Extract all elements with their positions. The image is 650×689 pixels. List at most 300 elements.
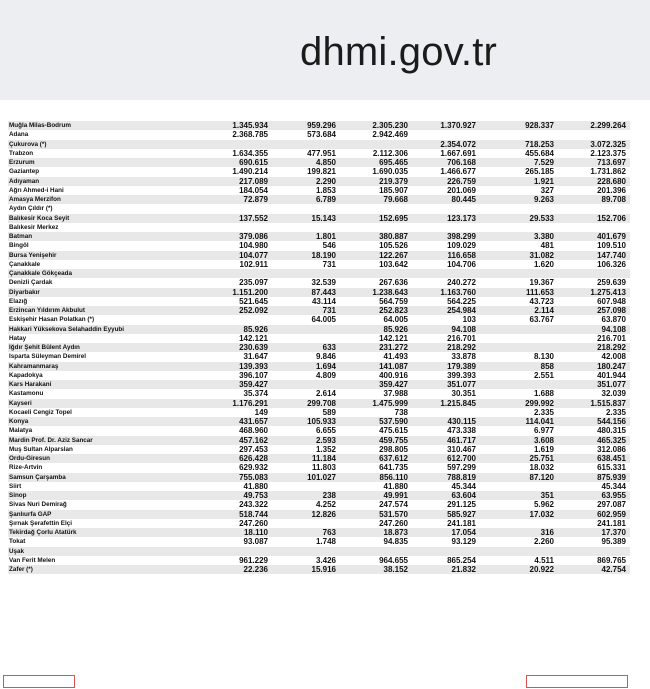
value-cell: 101.027: [272, 473, 340, 482]
value-cell: 235.097: [204, 278, 272, 287]
value-cell: 964.655: [340, 556, 412, 565]
value-cell: 25.751: [480, 454, 558, 463]
value-cell: 43.723: [480, 297, 558, 306]
site-header: [0, 0, 650, 100]
value-cell: 875.939: [558, 473, 630, 482]
table-row: [8, 519, 630, 528]
value-cell: 457.162: [204, 436, 272, 445]
value-cell: [480, 204, 558, 213]
airport-name-cell: Sivas Nuri Demirağ: [8, 500, 204, 509]
value-cell: [340, 547, 412, 556]
value-cell: [340, 140, 412, 149]
value-cell: 380.887: [340, 232, 412, 241]
value-cell: 1.163.760: [412, 288, 480, 297]
value-cell: 755.083: [204, 473, 272, 482]
value-cell: 41.880: [204, 482, 272, 491]
value-cell: 1.238.643: [340, 288, 412, 297]
value-cell: 109.029: [412, 241, 480, 250]
value-cell: 3.380: [480, 232, 558, 241]
value-cell: 104.980: [204, 241, 272, 250]
value-cell: 1.667.691: [412, 149, 480, 158]
value-cell: 114.041: [480, 417, 558, 426]
value-cell: 201.396: [558, 186, 630, 195]
value-cell: 19.367: [480, 278, 558, 287]
value-cell: 45.344: [558, 482, 630, 491]
site-domain-title: dhmi.gov.tr: [300, 30, 498, 74]
value-cell: 219.379: [340, 177, 412, 186]
airport-name-cell: Şırnak Şerafettin Elçi: [8, 519, 204, 528]
table-row: [8, 325, 630, 334]
airport-name-cell: Tekirdağ Çorlu Atatürk: [8, 528, 204, 537]
value-cell: 788.819: [412, 473, 480, 482]
highlight-box-zafer-label: [3, 675, 75, 688]
value-cell: 4.511: [480, 556, 558, 565]
value-cell: 396.107: [204, 371, 272, 380]
table-row: [8, 343, 630, 352]
value-cell: 641.735: [340, 463, 412, 472]
value-cell: 179.389: [412, 362, 480, 371]
value-cell: 637.612: [340, 454, 412, 463]
airport-name-cell: Malatya: [8, 426, 204, 435]
table-row: [8, 473, 630, 482]
value-cell: 298.805: [340, 445, 412, 454]
value-cell: 629.932: [204, 463, 272, 472]
value-cell: 731: [272, 306, 340, 315]
value-cell: 431.657: [204, 417, 272, 426]
airport-name-cell: Erzincan Yıldırım Akbulut: [8, 306, 204, 315]
value-cell: 961.229: [204, 556, 272, 565]
value-cell: 149: [204, 408, 272, 417]
airport-name-cell: Ordu-Giresun: [8, 454, 204, 463]
value-cell: 299.992: [480, 399, 558, 408]
value-cell: 564.759: [340, 297, 412, 306]
value-cell: 184.054: [204, 186, 272, 195]
value-cell: 12.826: [272, 510, 340, 519]
value-cell: 49.753: [204, 491, 272, 500]
value-cell: 2.260: [480, 537, 558, 546]
value-cell: 230.639: [204, 343, 272, 352]
value-cell: 2.335: [558, 408, 630, 417]
table-row: [8, 278, 630, 287]
table-row: [8, 537, 630, 546]
page-right-margin: [630, 121, 650, 689]
value-cell: 8.130: [480, 352, 558, 361]
value-cell: 612.700: [412, 454, 480, 463]
table-row: [8, 288, 630, 297]
value-cell: 2.368.785: [204, 130, 272, 139]
table-row: [8, 149, 630, 158]
value-cell: 1.694: [272, 362, 340, 371]
value-cell: 2.305.230: [340, 121, 412, 130]
value-cell: 2.593: [272, 436, 340, 445]
table-row: [8, 260, 630, 269]
value-cell: 9.263: [480, 195, 558, 204]
value-cell: 123.173: [412, 214, 480, 223]
table-row: [8, 223, 630, 232]
value-cell: [272, 325, 340, 334]
value-cell: 42.008: [558, 352, 630, 361]
airport-name-cell: Hatay: [8, 334, 204, 343]
value-cell: 928.337: [480, 121, 558, 130]
airport-name-cell: Denizli Çardak: [8, 278, 204, 287]
value-cell: 247.574: [340, 500, 412, 509]
value-cell: 1.634.355: [204, 149, 272, 158]
value-cell: [412, 408, 480, 417]
value-cell: 626.428: [204, 454, 272, 463]
value-cell: 102.911: [204, 260, 272, 269]
value-cell: 1.151.200: [204, 288, 272, 297]
value-cell: 6.977: [480, 426, 558, 435]
value-cell: 247.260: [340, 519, 412, 528]
value-cell: 1.619: [480, 445, 558, 454]
value-cell: [558, 130, 630, 139]
value-cell: 94.108: [558, 325, 630, 334]
airport-name-cell: Mardin Prof. Dr. Aziz Sancar: [8, 436, 204, 445]
airport-name-cell: Kastamonu: [8, 389, 204, 398]
table-row: [8, 445, 630, 454]
table-row: [8, 352, 630, 361]
table-row: [8, 315, 630, 324]
value-cell: 1.176.291: [204, 399, 272, 408]
value-cell: [272, 482, 340, 491]
value-cell: 49.991: [340, 491, 412, 500]
airport-name-cell: Ağrı Ahmed-i Hani: [8, 186, 204, 195]
airport-name-cell: Çukurova (*): [8, 140, 204, 149]
airport-name-cell: Batman: [8, 232, 204, 241]
value-cell: 141.087: [340, 362, 412, 371]
value-cell: 216.701: [558, 334, 630, 343]
airport-name-cell: Kayseri: [8, 399, 204, 408]
value-cell: 1.275.413: [558, 288, 630, 297]
value-cell: 30.351: [412, 389, 480, 398]
value-cell: 430.115: [412, 417, 480, 426]
value-cell: 37.988: [340, 389, 412, 398]
airport-name-cell: Erzurum: [8, 158, 204, 167]
value-cell: 2.551: [480, 371, 558, 380]
value-cell: 690.615: [204, 158, 272, 167]
table-row: [8, 195, 630, 204]
value-cell: 142.121: [204, 334, 272, 343]
value-cell: 116.658: [412, 251, 480, 260]
value-cell: 85.926: [340, 325, 412, 334]
value-cell: 85.926: [204, 325, 272, 334]
value-cell: 199.821: [272, 167, 340, 176]
table-row: [8, 482, 630, 491]
value-cell: 103.642: [340, 260, 412, 269]
value-cell: 379.086: [204, 232, 272, 241]
table-row: [8, 528, 630, 537]
value-cell: 473.338: [412, 426, 480, 435]
value-cell: 2.123.375: [558, 149, 630, 158]
airport-name-cell: Şanlıurfa GAP: [8, 510, 204, 519]
value-cell: 459.755: [340, 436, 412, 445]
value-cell: 17.370: [558, 528, 630, 537]
airport-name-cell: Kars Harakani: [8, 380, 204, 389]
value-cell: 461.717: [412, 436, 480, 445]
value-cell: 104.706: [412, 260, 480, 269]
value-cell: [480, 130, 558, 139]
table-row: [8, 232, 630, 241]
value-cell: 1.466.677: [412, 167, 480, 176]
value-cell: 6.789: [272, 195, 340, 204]
highlight-box-zafer-total: [526, 675, 628, 688]
value-cell: [558, 269, 630, 278]
value-cell: 104.077: [204, 251, 272, 260]
value-cell: 1.921: [480, 177, 558, 186]
value-cell: 1.748: [272, 537, 340, 546]
value-cell: 310.467: [412, 445, 480, 454]
value-cell: 1.731.862: [558, 167, 630, 176]
value-cell: 1.515.837: [558, 399, 630, 408]
airport-name-cell: Iğdır Şehit Bülent Aydın: [8, 343, 204, 352]
airport-name-cell: Elazığ: [8, 297, 204, 306]
table-row: [8, 399, 630, 408]
airport-name-cell: Rize-Artvin: [8, 463, 204, 472]
value-cell: 137.552: [204, 214, 272, 223]
value-cell: 5.962: [480, 500, 558, 509]
value-cell: 31.647: [204, 352, 272, 361]
value-cell: [272, 204, 340, 213]
value-cell: [480, 343, 558, 352]
value-cell: 763: [272, 528, 340, 537]
value-cell: 2.614: [272, 389, 340, 398]
value-cell: 480.315: [558, 426, 630, 435]
value-cell: [204, 204, 272, 213]
value-cell: 638.451: [558, 454, 630, 463]
value-cell: 738: [340, 408, 412, 417]
value-cell: 45.344: [412, 482, 480, 491]
value-cell: 254.984: [412, 306, 480, 315]
table-row: [8, 158, 630, 167]
airport-name-cell: Adana: [8, 130, 204, 139]
value-cell: [480, 223, 558, 232]
value-cell: 468.960: [204, 426, 272, 435]
value-cell: 31.082: [480, 251, 558, 260]
value-cell: 152.706: [558, 214, 630, 223]
table-row: [8, 130, 630, 139]
value-cell: 4.252: [272, 500, 340, 509]
value-cell: 231.272: [340, 343, 412, 352]
value-cell: 1.475.999: [340, 399, 412, 408]
airport-name-cell: Muş Sultan Alparslan: [8, 445, 204, 454]
value-cell: 399.393: [412, 371, 480, 380]
value-cell: 2.114: [480, 306, 558, 315]
table-row: [8, 500, 630, 509]
value-cell: 602.959: [558, 510, 630, 519]
airport-name-cell: Bursa Yenişehir: [8, 251, 204, 260]
value-cell: 4.809: [272, 371, 340, 380]
value-cell: 521.645: [204, 297, 272, 306]
value-cell: 32.039: [558, 389, 630, 398]
value-cell: [204, 223, 272, 232]
value-cell: 64.005: [340, 315, 412, 324]
value-cell: 218.292: [558, 343, 630, 352]
value-cell: 241.181: [412, 519, 480, 528]
value-cell: 22.236: [204, 565, 272, 574]
value-cell: 15.143: [272, 214, 340, 223]
value-cell: 3.608: [480, 436, 558, 445]
value-cell: 546: [272, 241, 340, 250]
value-cell: 252.823: [340, 306, 412, 315]
airport-name-cell: Diyarbakır: [8, 288, 204, 297]
airport-name-cell: Kocaeli Cengiz Topel: [8, 408, 204, 417]
value-cell: 41.880: [340, 482, 412, 491]
airport-name-cell: Siirt: [8, 482, 204, 491]
value-cell: 17.054: [412, 528, 480, 537]
value-cell: 35.374: [204, 389, 272, 398]
value-cell: 359.427: [204, 380, 272, 389]
value-cell: 241.181: [558, 519, 630, 528]
airport-passenger-table: [8, 121, 630, 574]
value-cell: 731: [272, 260, 340, 269]
airport-name-cell: Balıkesir Merkez: [8, 223, 204, 232]
value-cell: 351.077: [558, 380, 630, 389]
value-cell: 585.927: [412, 510, 480, 519]
value-cell: 43.114: [272, 297, 340, 306]
value-cell: 243.322: [204, 500, 272, 509]
value-cell: 564.225: [412, 297, 480, 306]
airport-name-cell: Tokat: [8, 537, 204, 546]
value-cell: 20.922: [480, 565, 558, 574]
value-cell: 152.695: [340, 214, 412, 223]
value-cell: 11.184: [272, 454, 340, 463]
value-cell: 597.299: [412, 463, 480, 472]
value-cell: 1.215.845: [412, 399, 480, 408]
value-cell: 257.098: [558, 306, 630, 315]
value-cell: 142.121: [340, 334, 412, 343]
value-cell: 401.944: [558, 371, 630, 380]
value-cell: 87.120: [480, 473, 558, 482]
value-cell: 105.526: [340, 241, 412, 250]
value-cell: [204, 315, 272, 324]
value-cell: 226.759: [412, 177, 480, 186]
value-cell: [272, 547, 340, 556]
value-cell: 247.260: [204, 519, 272, 528]
table-row: [8, 565, 630, 574]
value-cell: 87.443: [272, 288, 340, 297]
value-cell: [480, 482, 558, 491]
value-cell: 111.653: [480, 288, 558, 297]
value-cell: [272, 140, 340, 149]
table-row: [8, 251, 630, 260]
value-cell: 2.290: [272, 177, 340, 186]
value-cell: 531.570: [340, 510, 412, 519]
value-cell: [204, 269, 272, 278]
table-row: [8, 454, 630, 463]
value-cell: [412, 204, 480, 213]
value-cell: 217.089: [204, 177, 272, 186]
value-cell: 544.156: [558, 417, 630, 426]
value-cell: [558, 223, 630, 232]
value-cell: 1.490.214: [204, 167, 272, 176]
value-cell: 477.951: [272, 149, 340, 158]
value-cell: 713.697: [558, 158, 630, 167]
value-cell: [272, 334, 340, 343]
value-cell: [412, 547, 480, 556]
table-row: [8, 121, 630, 130]
airport-name-cell: Çanakkale: [8, 260, 204, 269]
table-row: [8, 140, 630, 149]
value-cell: 218.292: [412, 343, 480, 352]
value-cell: 481: [480, 241, 558, 250]
airport-name-cell: Eskişehir Hasan Polatkan (*): [8, 315, 204, 324]
value-cell: 3.072.325: [558, 140, 630, 149]
value-cell: 475.615: [340, 426, 412, 435]
value-cell: 1.352: [272, 445, 340, 454]
airport-name-cell: Amasya Merzifon: [8, 195, 204, 204]
value-cell: [204, 140, 272, 149]
value-cell: 38.152: [340, 565, 412, 574]
value-cell: 32.539: [272, 278, 340, 287]
value-cell: [340, 269, 412, 278]
value-cell: 228.680: [558, 177, 630, 186]
table-row: [8, 204, 630, 213]
airport-name-cell: Hakkari Yüksekova Selahaddin Eyyubi: [8, 325, 204, 334]
airport-name-cell: Bingöl: [8, 241, 204, 250]
airport-name-cell: Kahramanmaraş: [8, 362, 204, 371]
airport-name-cell: Adıyaman: [8, 177, 204, 186]
airport-name-cell: Gaziantep: [8, 167, 204, 176]
airport-name-cell: Sinop: [8, 491, 204, 500]
value-cell: 316: [480, 528, 558, 537]
value-cell: 18.110: [204, 528, 272, 537]
value-cell: 252.092: [204, 306, 272, 315]
value-cell: 4.850: [272, 158, 340, 167]
value-cell: 1.620: [480, 260, 558, 269]
value-cell: 1.370.927: [412, 121, 480, 130]
table-row: [8, 380, 630, 389]
value-cell: 7.529: [480, 158, 558, 167]
table-row: [8, 426, 630, 435]
value-cell: 865.254: [412, 556, 480, 565]
table-row: [8, 167, 630, 176]
value-cell: 41.493: [340, 352, 412, 361]
value-cell: 63.870: [558, 315, 630, 324]
value-cell: 216.701: [412, 334, 480, 343]
table-row: [8, 547, 630, 556]
value-cell: 18.032: [480, 463, 558, 472]
value-cell: 297.087: [558, 500, 630, 509]
value-cell: 2.942.469: [340, 130, 412, 139]
value-cell: 21.832: [412, 565, 480, 574]
value-cell: 6.655: [272, 426, 340, 435]
value-cell: 240.272: [412, 278, 480, 287]
airport-name-cell: Isparta Süleyman Demirel: [8, 352, 204, 361]
value-cell: 959.296: [272, 121, 340, 130]
value-cell: [558, 204, 630, 213]
value-cell: [480, 334, 558, 343]
table-row: [8, 177, 630, 186]
table-row: [8, 241, 630, 250]
value-cell: 94.108: [412, 325, 480, 334]
value-cell: 63.955: [558, 491, 630, 500]
value-cell: 312.086: [558, 445, 630, 454]
value-cell: [480, 547, 558, 556]
value-cell: 18.873: [340, 528, 412, 537]
value-cell: 94.835: [340, 537, 412, 546]
table-row: [8, 556, 630, 565]
value-cell: 465.325: [558, 436, 630, 445]
table-row: [8, 214, 630, 223]
airport-name-cell: Muğla Milas-Bodrum: [8, 121, 204, 130]
airport-name-cell: Zafer (*): [8, 565, 204, 574]
value-cell: 147.740: [558, 251, 630, 260]
value-cell: [558, 547, 630, 556]
value-cell: 95.389: [558, 537, 630, 546]
table-row: [8, 186, 630, 195]
value-cell: [412, 130, 480, 139]
value-cell: 706.168: [412, 158, 480, 167]
